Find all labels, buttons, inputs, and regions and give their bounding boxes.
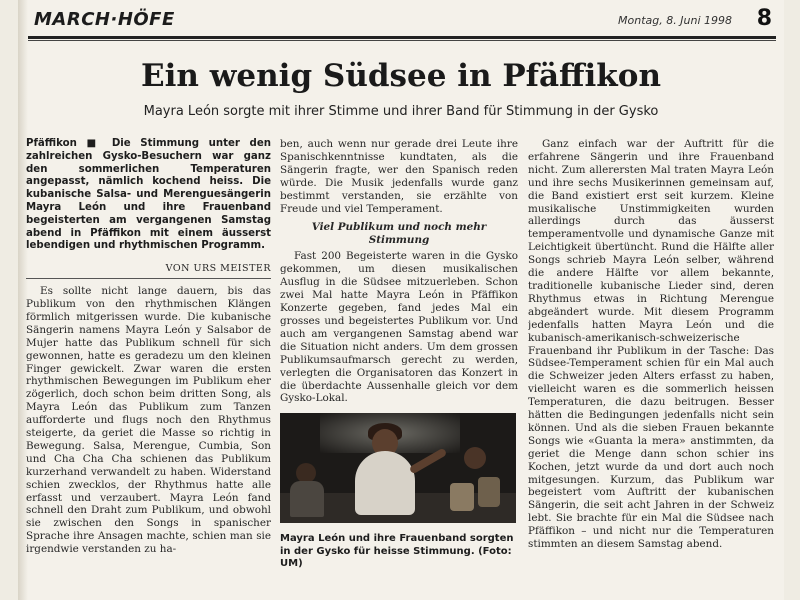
conga-drum (450, 483, 474, 511)
article-subhead: Mayra León sorgte mit ihrer Stimme und ihrer Band für Stimmung in der Gysko (143, 104, 659, 119)
column-2 (280, 138, 518, 593)
column-3-body: Ganz einfach war der Auftritt für die erfahrene Sängerin und ihre Frauenband nicht. Zum allerersten Mal traten Mayra León und ihre sechs Musikerinnen gemeinsam auf, die Band existiert erst seit kurzem. Kleine musikalische Unstimmigkeiten wurden allerdings durch das äusserst temperamentvolle und dynamische Ganze mit Leichtigkeit übertüncht. Rund die Hälfte aller Songs schrieb Mayra León selber, während die andere Hälfte vor allem bekannte, traditionelle kubanische Lieder sind, deren Rhythmus etwas in Richtung Merengue abgeändert wurde. Mit diesem Programm jedenfalls hatten Mayra León und die kubanisch-amerikanisch-schweizerische Frauenband ihr Publikum in der Tasche: Das Südsee-Temperament schien für ein Mal auch die Schweizer jeden Alters erfasst zu haben, vielleicht waren es die sommerlich heissen Temperaturen, die dazu beitrugen. Besser hätten die Bedingungen jedenfalls nicht sein können. Und als die sieben Frauen bekannte Songs wie «Guanta la mera» anstimmten, da geriet die Menge dann schon schier ins Kochen, jetzt wurde da und dort auch noch mitgesungen. Kurzum, das Publikum war begeistert vom Auftritt der kubanischen Sängerin, die seit acht Jahren in der Schweiz lebt. Sie brachte für ein Mal die Südsee nach Pfäffikon – und nicht nur die Temperaturen stimmten an diesem Samstag abend. (528, 138, 774, 551)
section-title: MARCH·HÖFE (34, 9, 175, 30)
column-2-subtitle: Viel Publikum und noch mehr Stimmung (311, 221, 487, 246)
conga-drum-2 (478, 477, 500, 507)
column-1-body: Es sollte nicht lange dauern, bis das Publikum von den rhythmischen Klängen förmlich mitgerissen wurde. Die kubanische Sängerin namens Mayra León y Salsabor de Mujer hatte das Publikum schnell für sich gewonnen, hatte es geradezu um den kleinen Finger gewickelt. Zwar waren die ersten rhythmischen Bewegungen im Publikum eher zögerlich, doch schon beim dritten Song, als Mayra León das Publikum zum Tanzen aufforderte und flugs noch den Rhythmus steigerte, da geriet die Masse so richtig in Bewegung. Salsa, Merengue, Cumbia, Son und Cha Cha Cha schienen das Publikum kurzerhand verwandelt zu haben. Widerstand schien zwecklos, der Rhythmus hatte alle erfasst und verzaubert. Mayra León fand schnell den Draht zum Publikum, und obwohl sie zwischen den Songs in spanischer Sprache ihre Ansagen machte, schien man sie irgendwie verstanden zu ha- (26, 285, 271, 556)
page-number: 8 (756, 6, 772, 31)
dateline: Pfäffikon ■ (26, 138, 103, 149)
column-2-body-a: ben, auch wenn nur gerade drei Leute ihre Spanischkenntnisse kundtaten, als die Sängerin fragte, wer den Spanisch reden würde. Die Musik jedenfalls wurde ganz bestimmt verstanden, sie erzählte von Freude und viel Temperament. (280, 138, 518, 215)
background-musician-head (296, 463, 316, 483)
issue-date: Montag, 8. Juni 1998 (618, 14, 732, 27)
column-2-body-b: Fast 200 Begeisterte waren in die Gysko gekommen, um diesen musikalischen Ausflug in die Südsee mitzuerleben. Schon zwei Mal hatte Mayra León in Pfäffikon Konzerte gegeben, fand jedes Mal ein grosses und begeistertes Publikum vor. Und auch am vergangenen Samstag abend war die Situation nicht anders. Um dem grossen Publikumsaufmarsch gerecht zu werden, verlegten die Organisatoren das Konzert in die überdachte Aussenhalle gleich vor dem Gysko-Lokal. (280, 250, 518, 405)
photo-caption: Mayra León und ihre Frauenband sorgten in der Gysko für heisse Stimmung. (Foto: UM) (280, 533, 514, 570)
article-lead (26, 138, 271, 253)
masthead (18, 4, 784, 38)
column-3 (528, 138, 774, 593)
column-1 (26, 138, 271, 593)
background-musician-body (290, 481, 324, 517)
singer-dress (355, 451, 415, 515)
concert-photo (280, 413, 516, 523)
masthead-rule-thin (28, 40, 776, 41)
lead-text: Die Stimmung unter den zahlreichen Gysko-Besuchern war ganz den sommerlichen Temperaturen angepasst, nämlich kochend heiss. Die kubanische Salsa- und Merenguesängerin Mayra León und ihre Frauenband begeisterten am vergangenen Samstag abend in Pfäffikon mit einem äusserst lebendigen und rhythmischen Programm. (26, 138, 271, 252)
masthead-rule (28, 36, 776, 39)
article-headline: Ein wenig Südsee in Pfäffikon (141, 58, 661, 94)
byline: VON URS MEISTER (26, 263, 271, 279)
newspaper-page (18, 0, 784, 600)
drummer-head (464, 447, 486, 469)
